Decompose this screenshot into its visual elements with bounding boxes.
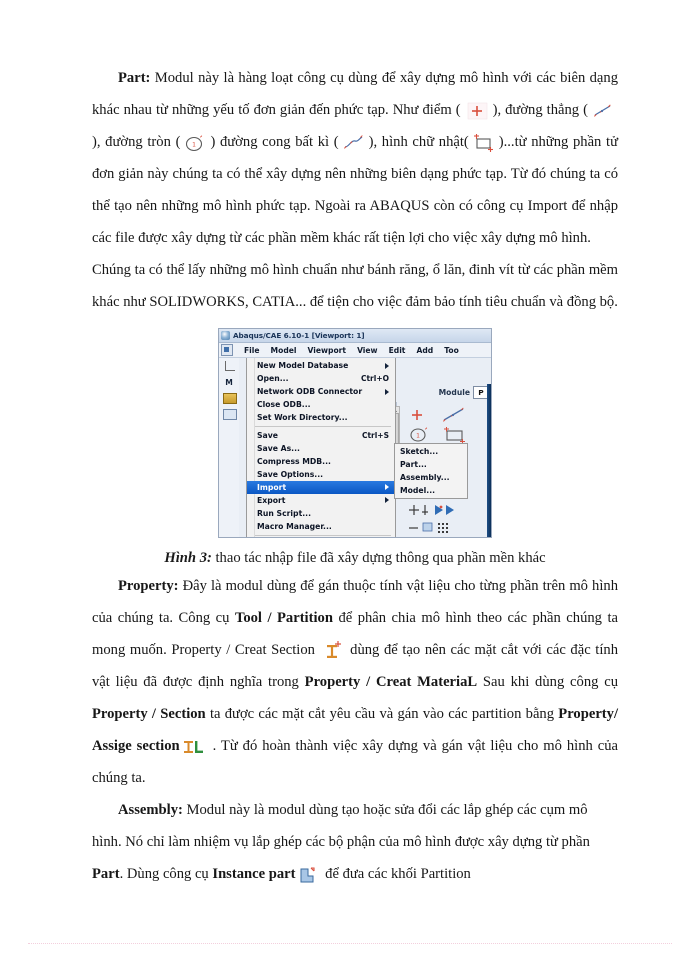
model-tree-icon[interactable] — [221, 344, 233, 356]
property-assige-section-bold: Property/ Assige section — [92, 706, 619, 754]
menu-item-close-odb[interactable] — [247, 398, 395, 411]
paragraph-standard-models: Chúng ta có thể lấy những mô hình chuẩn như bánh răng, ổ lăn, đinh vít từ các phần mềm khác như SOLIDWORKS, CATIA... để tiện cho việc đảm bảo tính tiêu chuẩn và đồng bộ. — [92, 262, 618, 310]
menu-item-label: Run Script... — [257, 509, 312, 519]
menu-separator — [255, 535, 391, 536]
part-text-b: ), đường thẳng ( — [492, 102, 588, 118]
property-text-e: ta được các mặt cắt yêu cầu và gán vào các partition bằng — [205, 706, 559, 722]
menu-separator — [255, 426, 391, 427]
menu-item-label: Save — [257, 430, 278, 440]
menu-item-label: Compress MDB... — [257, 456, 331, 466]
left-tool-module-letter: M — [225, 378, 233, 387]
menu-item-label: Export — [257, 495, 286, 505]
left-tool-card-icon[interactable] — [223, 393, 236, 404]
menu-item-new-model-database[interactable] — [247, 359, 395, 372]
abaqus-right-edge-strip — [487, 384, 491, 538]
menu-item-open[interactable] — [247, 372, 395, 385]
menu-file[interactable]: File — [244, 345, 260, 355]
menu-item-set-work-directory[interactable] — [247, 411, 395, 424]
menu-item-label: Save As... — [257, 443, 300, 453]
module-value-box[interactable]: P — [473, 386, 489, 399]
module-label: Module — [438, 388, 470, 397]
figure-caption — [92, 546, 618, 570]
sketch-rectangle-tool[interactable] — [439, 426, 471, 444]
svg-text:1: 1 — [416, 432, 420, 440]
file-dropdown-menu — [246, 358, 396, 538]
assembly-part-bold: Part — [92, 866, 120, 882]
menu-item-save-options[interactable] — [247, 468, 395, 481]
abaqus-bottom-toolbox — [405, 504, 475, 538]
submenu-arrow-icon — [385, 363, 389, 369]
menu-item-label: Import — [257, 482, 287, 492]
menu-item-label: Open... — [257, 374, 289, 384]
menu-item-run-script[interactable] — [247, 507, 395, 520]
import-submenu — [394, 443, 468, 499]
menu-item-accel: Ctrl+S — [361, 430, 389, 440]
abaqus-menu-bar — [219, 343, 491, 358]
property-lead-label: Property: — [118, 578, 179, 594]
menu-item-label: Macro Manager... — [257, 522, 332, 532]
property-text-f: . Từ đó hoàn thành việc xây dựng và gán vật liệu cho mô hình của chúng ta. — [92, 738, 618, 786]
part-text-c: ), đường tròn ( — [92, 134, 181, 150]
menu-item-print[interactable] — [247, 537, 395, 538]
submenu-arrow-icon — [385, 497, 389, 503]
left-tool-screen-icon[interactable] — [223, 409, 236, 420]
circle-icon — [183, 133, 207, 153]
property-text-d: Sau khi dùng công cụ — [477, 674, 618, 690]
abaqus-module-selector[interactable] — [439, 386, 489, 399]
menu-item-label: New Model Database — [257, 361, 349, 371]
menu-viewport[interactable]: Viewport — [307, 345, 347, 355]
figure-abaqus-import — [92, 328, 618, 538]
assembly-text-b: . Dùng công cụ — [119, 866, 213, 882]
abaqus-logo-icon — [221, 331, 230, 340]
paragraph-part — [92, 62, 618, 254]
menu-model[interactable]: Model — [270, 345, 297, 355]
sketch-circle-tool[interactable] — [405, 426, 437, 444]
menu-item-accel: Ctrl+O — [360, 374, 389, 384]
svg-text:1: 1 — [192, 141, 197, 149]
spline-icon — [342, 134, 366, 152]
rectangle-icon — [472, 133, 496, 153]
property-text-c: dùng để tạo nên các mặt cắt với các đặc tính vật liệu đã được định nghĩa trong — [92, 642, 618, 690]
menu-item-label: Close ODB... — [257, 400, 311, 410]
create-section-icon — [323, 641, 343, 661]
page-footer-rule — [28, 942, 672, 944]
submenu-item-assembly[interactable] — [395, 471, 467, 484]
menu-item-export[interactable] — [247, 494, 395, 507]
property-section-bold: Property / Section — [92, 706, 206, 722]
abaqus-title-bar — [219, 329, 491, 343]
line-icon — [591, 102, 615, 120]
sketch-line-tool[interactable] — [439, 406, 471, 424]
assembly-lead-label: Assembly: — [118, 802, 183, 818]
part-lead-label: Part: — [118, 70, 151, 86]
menu-item-save-as[interactable] — [247, 442, 395, 455]
menu-tools[interactable]: Too — [444, 345, 459, 355]
property-tool-partition-bold: Tool / Partition — [234, 610, 333, 626]
assembly-text-a: Modul này là modul dùng tạo hoặc sửa đổi các lắp ghép các cụm mô hình. Nó chỉ làm nhiệm vụ lắp ghép các bộ phận của mô hình được xây dựng từ phần — [92, 802, 590, 850]
menu-item-label: Save Options... — [257, 469, 324, 479]
menu-item-label: Set Work Directory... — [257, 413, 348, 423]
menu-item-network-odb-connector[interactable] — [247, 385, 395, 398]
submenu-item-part[interactable] — [395, 458, 467, 471]
part-text-a: Modul này là hàng loạt công cụ dùng để xây dựng mô hình với các biên dạng khác nhau từ những yếu tố đơn giản đến phức tạp. Như điểm ( — [92, 70, 618, 118]
assembly-instance-part-bold: Instance part — [212, 866, 296, 882]
abaqus-window-body — [219, 358, 491, 538]
property-creat-material-bold: Property / Creat MateriaL — [304, 674, 478, 690]
paragraph-assembly — [92, 794, 618, 890]
submenu-item-sketch[interactable] — [395, 445, 467, 458]
part-text-d: ) đường cong bất kì ( — [210, 134, 339, 150]
submenu-item-label: Assembly... — [400, 473, 450, 483]
menu-view[interactable]: View — [357, 345, 378, 355]
submenu-arrow-icon — [385, 389, 389, 395]
abaqus-left-toolbar — [219, 358, 239, 538]
property-text-a: Đây là modul dùng để gán thuộc tính vật liệu cho từng phần trên mô hình của chúng ta. Công cụ — [92, 578, 618, 626]
instance-part-icon — [299, 866, 319, 884]
left-tool-bracket[interactable] — [223, 361, 236, 372]
assembly-text-c: để đưa các khối Partition — [321, 866, 471, 882]
menu-add[interactable]: Add — [416, 345, 434, 355]
assign-section-icon — [183, 738, 205, 756]
menu-item-macro-manager[interactable] — [247, 520, 395, 533]
menu-item-save[interactable] — [247, 428, 395, 441]
submenu-item-model[interactable] — [395, 484, 467, 497]
submenu-item-label: Model... — [400, 486, 436, 496]
figure-caption-text: thao tác nhập file đã xây dựng thông qua phần mền khác — [211, 550, 546, 566]
abaqus-window-title: Abaqus/CAE 6.10-1 [Viewport: 1] — [233, 331, 365, 340]
menu-item-label: Network ODB Connector — [257, 387, 363, 397]
part-text-f: )...từ những phần tử đơn giản này chúng ta có thể xây dựng nên những biên dạng phức tạp. Từ đó chúng ta có thể tạo nên những mô hình phức tạp. Ngoài ra ABAQUS còn có công cụ Import để nhập các file được xây dựng từ các phần mềm khác rất tiện lợi cho việc xây dựng mô hình. — [92, 134, 618, 246]
figure-caption-label: Hình 3: — [164, 550, 212, 566]
paragraph-property — [92, 570, 618, 794]
property-text-b: để phân chia mô hình theo các phần chúng ta mong muốn. Property / Creat Section — [92, 610, 618, 658]
submenu-arrow-icon — [385, 484, 389, 490]
abaqus-window — [218, 328, 492, 538]
part-text-e: ), hình chữ nhật( — [368, 134, 469, 150]
menu-edit[interactable]: Edit — [388, 345, 406, 355]
point-icon — [464, 101, 490, 121]
menu-item-import[interactable] — [247, 481, 395, 494]
submenu-item-label: Sketch... — [400, 447, 439, 457]
menu-item-compress-mdb[interactable] — [247, 455, 395, 468]
submenu-item-label: Part... — [400, 460, 427, 470]
sketch-point-tool[interactable] — [405, 406, 437, 424]
